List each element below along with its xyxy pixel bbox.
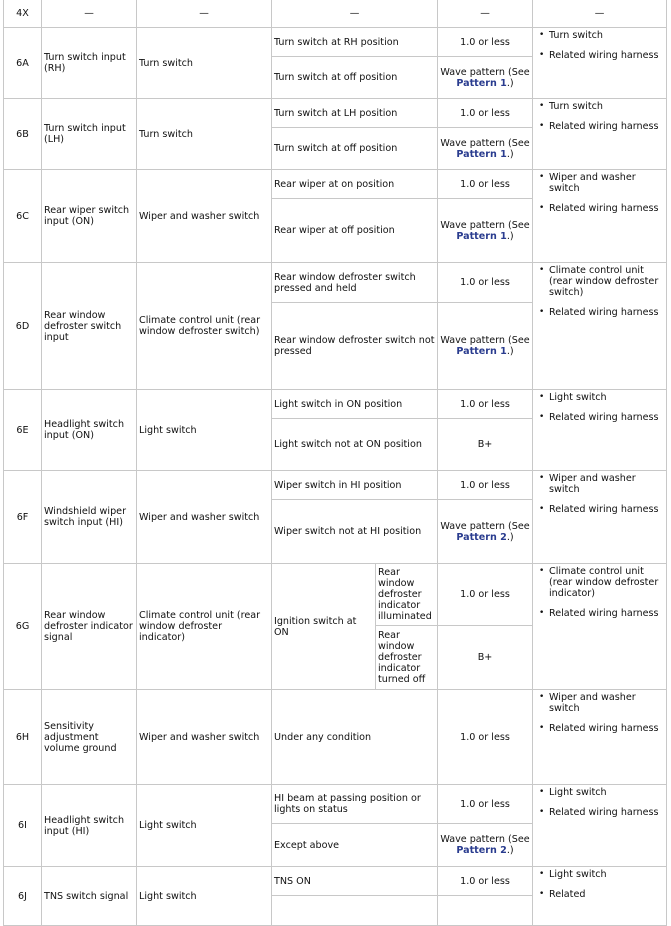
- specified-condition: 1.0 or less: [438, 690, 533, 785]
- related-part: Light switch: [137, 390, 272, 471]
- terminal-no: 4X: [4, 0, 42, 28]
- terminal-description: Headlight switch input (HI): [42, 785, 137, 867]
- terminal-description: Windshield wiper switch input (HI): [42, 471, 137, 564]
- condition: Wiper switch in HI position: [272, 471, 438, 500]
- specified-condition: 1.0 or less: [438, 867, 533, 896]
- condition: TNS ON: [272, 867, 438, 896]
- table-row: [4, 690, 667, 785]
- table-row: [4, 99, 667, 128]
- sub-condition: Rear window defroster indicator illuminated: [376, 564, 438, 626]
- specified-condition: 1.0 or less: [438, 471, 533, 500]
- specified-condition: 1.0 or less: [438, 785, 533, 824]
- list-item: • Related wiring harness: [549, 723, 664, 734]
- condition: Light switch in ON position: [272, 390, 438, 419]
- table-row: [4, 390, 667, 419]
- list-item: • Related wiring harness: [549, 608, 664, 619]
- specified-condition: 1.0 or less: [438, 99, 533, 128]
- terminal-no: 6C: [4, 170, 42, 263]
- terminal-description: TNS switch signal: [42, 867, 137, 926]
- related-part: Light switch: [137, 785, 272, 867]
- list-item: • Light switch: [549, 869, 664, 880]
- table-row: [4, 170, 667, 199]
- wave-pattern-text: Wave pattern (See: [440, 335, 530, 346]
- condition: Turn switch at LH position: [272, 99, 438, 128]
- terminal-spec-table: [3, 0, 667, 926]
- related-part: Wiper and washer switch: [137, 471, 272, 564]
- table-row: [4, 263, 667, 303]
- condition: Rear wiper at off position: [272, 199, 438, 263]
- terminal-description: Turn switch input (RH): [42, 28, 137, 99]
- pattern-link[interactable]: Pattern 1: [456, 230, 507, 242]
- terminal-no: 6A: [4, 28, 42, 99]
- specified-condition: [438, 128, 533, 170]
- pattern-link[interactable]: Pattern 1: [456, 77, 507, 89]
- related-part: Light switch: [137, 867, 272, 926]
- dash-cell: —: [272, 0, 438, 28]
- inspection-items: [533, 564, 667, 690]
- terminal-description: Headlight switch input (ON): [42, 390, 137, 471]
- list-item: • Related wiring harness: [549, 807, 664, 818]
- table-row: [4, 564, 667, 626]
- dash-cell: —: [137, 0, 272, 28]
- condition: Under any condition: [272, 690, 438, 785]
- list-item: • Climate control unit (rear window defroster indicator): [549, 566, 664, 599]
- sub-condition: Rear window defroster indicator turned off: [376, 626, 438, 690]
- pattern-link[interactable]: Pattern 1: [456, 346, 507, 357]
- inspection-items: [533, 471, 667, 564]
- table-row: [4, 471, 667, 500]
- terminal-no: 6H: [4, 690, 42, 785]
- condition: HI beam at passing position or lights on status: [272, 785, 438, 824]
- specified-condition: 1.0 or less: [438, 390, 533, 419]
- condition: Rear window defroster switch pressed and held: [272, 263, 438, 303]
- related-part: Climate control unit (rear window defroster switch): [137, 263, 272, 390]
- dash-cell: —: [42, 0, 137, 28]
- wave-pattern-text: Wave pattern (See: [440, 137, 530, 149]
- condition: Except above: [272, 824, 438, 867]
- dash-cell: —: [438, 0, 533, 28]
- terminal-no: 6E: [4, 390, 42, 471]
- wave-pattern-suffix: .): [506, 230, 514, 242]
- wave-pattern-suffix: .): [506, 531, 514, 543]
- wave-pattern-text: Wave pattern (See: [440, 219, 530, 231]
- list-item: • Related wiring harness: [549, 121, 664, 132]
- list-item: • Turn switch: [549, 30, 664, 41]
- specified-condition: [438, 303, 533, 390]
- table-row: [4, 28, 667, 57]
- list-item: • Related wiring harness: [549, 50, 664, 61]
- terminal-description: Sensitivity adjustment volume ground: [42, 690, 137, 785]
- list-item: • Climate control unit (rear window defroster switch): [549, 265, 664, 298]
- list-item: • Related wiring harness: [549, 412, 664, 423]
- dash-cell: —: [533, 0, 667, 28]
- inspection-items: [533, 690, 667, 785]
- list-item: • Related wiring harness: [549, 307, 664, 318]
- related-part: Climate control unit (rear window defroster indicator): [137, 564, 272, 690]
- specified-condition: [438, 199, 533, 263]
- list-item: • Wiper and washer switch: [549, 172, 664, 194]
- list-item: • Related wiring harness: [549, 203, 664, 214]
- terminal-no: 6B: [4, 99, 42, 170]
- condition: Wiper switch not at HI position: [272, 500, 438, 564]
- specified-condition: [438, 57, 533, 99]
- wave-pattern-text: Wave pattern (See: [440, 834, 530, 845]
- specified-condition: B+: [438, 626, 533, 690]
- list-item: • Wiper and washer switch: [549, 473, 664, 495]
- list-item: • Related: [549, 889, 664, 900]
- condition: Light switch not at ON position: [272, 419, 438, 471]
- table-row: [4, 867, 667, 896]
- terminal-no: 6I: [4, 785, 42, 867]
- related-part: Wiper and washer switch: [137, 690, 272, 785]
- inspection-items: [533, 99, 667, 170]
- specified-condition: 1.0 or less: [438, 263, 533, 303]
- inspection-items: [533, 28, 667, 99]
- terminal-no: 6G: [4, 564, 42, 690]
- terminal-description: Rear window defroster switch input: [42, 263, 137, 390]
- table-row: [4, 785, 667, 824]
- specified-condition: 1.0 or less: [438, 170, 533, 199]
- inspection-items: [533, 263, 667, 390]
- wave-pattern-suffix: .): [506, 845, 514, 856]
- list-item: • Light switch: [549, 392, 664, 403]
- condition: Turn switch at RH position: [272, 28, 438, 57]
- specified-condition: 1.0 or less: [438, 28, 533, 57]
- specified-condition: 1.0 or less: [438, 564, 533, 626]
- specified-condition: B+: [438, 419, 533, 471]
- list-item: • Related wiring harness: [549, 504, 664, 515]
- condition: Rear window defroster switch not pressed: [272, 303, 438, 390]
- specified-condition: [438, 824, 533, 867]
- pattern-link[interactable]: Pattern 2: [456, 845, 507, 856]
- inspection-items: [533, 785, 667, 867]
- terminal-no: 6J: [4, 867, 42, 926]
- list-item: • Light switch: [549, 787, 664, 798]
- wave-pattern-suffix: .): [506, 77, 514, 89]
- condition: Rear wiper at on position: [272, 170, 438, 199]
- list-item: • Turn switch: [549, 101, 664, 112]
- condition: Ignition switch at ON: [272, 564, 376, 690]
- specified-condition: [438, 500, 533, 564]
- inspection-items: [533, 170, 667, 263]
- pattern-link[interactable]: Pattern 1: [456, 148, 507, 160]
- wave-pattern-text: Wave pattern (See: [440, 66, 530, 78]
- terminal-description: Rear wiper switch input (ON): [42, 170, 137, 263]
- condition: Turn switch at off position: [272, 57, 438, 99]
- wave-pattern-text: Wave pattern (See: [440, 520, 530, 532]
- terminal-description: Rear window defroster indicator signal: [42, 564, 137, 690]
- inspection-items: [533, 390, 667, 471]
- wave-pattern-suffix: .): [506, 346, 514, 357]
- condition: Turn switch at off position: [272, 128, 438, 170]
- pattern-link[interactable]: Pattern 2: [456, 531, 507, 543]
- terminal-description: Turn switch input (LH): [42, 99, 137, 170]
- related-part: Turn switch: [137, 99, 272, 170]
- related-part: Turn switch: [137, 28, 272, 99]
- terminal-no: 6D: [4, 263, 42, 390]
- list-item: • Wiper and washer switch: [549, 692, 664, 714]
- condition: [272, 896, 438, 926]
- table-row: [4, 0, 667, 28]
- wave-pattern-suffix: .): [506, 148, 514, 160]
- terminal-no: 6F: [4, 471, 42, 564]
- specified-condition: [438, 896, 533, 926]
- inspection-items: [533, 867, 667, 926]
- related-part: Wiper and washer switch: [137, 170, 272, 263]
